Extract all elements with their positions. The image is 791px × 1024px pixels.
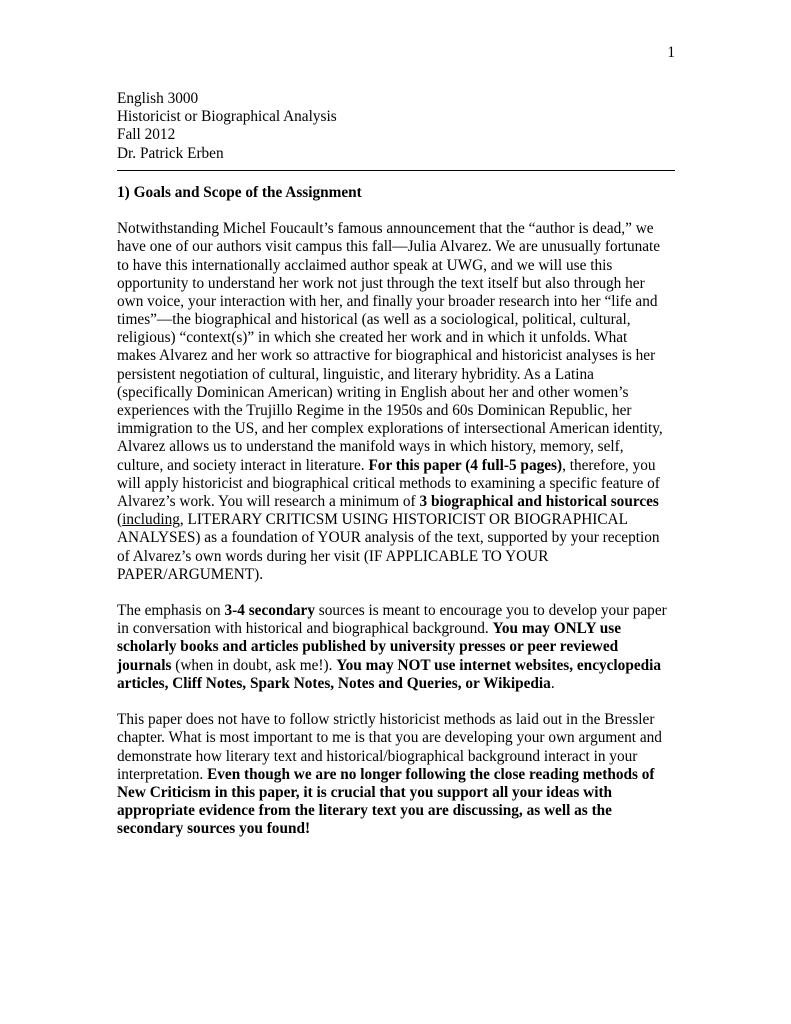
paragraph-line bbox=[117, 257, 675, 275]
bold-text: You may NOT use internet websites, encyclopedia bbox=[336, 656, 662, 674]
paragraph-line bbox=[117, 657, 675, 675]
paragraph-line bbox=[117, 529, 675, 547]
paragraph-line bbox=[117, 366, 675, 384]
paragraph-spacer bbox=[117, 584, 675, 602]
text-run: will apply historicist and biographical critical methods to examining a specific feature of bbox=[117, 474, 660, 492]
text-run: (when in doubt, ask me!). bbox=[171, 656, 337, 674]
bold-text: New Criticism in this paper, it is crucial that you support all your ideas with bbox=[117, 783, 613, 801]
text-run: Alvarez’s work. You will research a minimum of bbox=[117, 492, 420, 510]
paragraph-line bbox=[117, 566, 675, 584]
paragraph bbox=[117, 220, 675, 584]
paragraph-line bbox=[117, 784, 675, 802]
bold-text: appropriate evidence from the literary text you are discussing, as well as the bbox=[117, 802, 612, 820]
bold-text: journals bbox=[117, 656, 172, 674]
text-run: sources is meant to encourage you to develop your paper bbox=[314, 602, 667, 620]
paragraph-line bbox=[117, 220, 675, 238]
document-body bbox=[117, 90, 675, 839]
term: Fall 2012 bbox=[117, 126, 176, 144]
text-run: Alvarez allows us to understand the manifold ways in which history, memory, self, bbox=[117, 438, 624, 456]
text-run: This paper does not have to follow strictly historicist methods as laid out in the Bressler bbox=[117, 711, 655, 729]
paragraph-line bbox=[117, 275, 675, 293]
bold-text: 3-4 secondary bbox=[224, 602, 315, 620]
paragraph-line bbox=[117, 766, 675, 784]
bold-text: 3 biographical and historical sources bbox=[419, 492, 659, 510]
bold-text: secondary sources you found! bbox=[117, 820, 311, 838]
text-run: culture, and society interact in literature. bbox=[117, 456, 369, 474]
text-run: (specifically Dominican American) writing in English about her and other women’s bbox=[117, 383, 629, 401]
paragraph-line bbox=[117, 620, 675, 638]
instructor-name: Dr. Patrick Erben bbox=[117, 144, 224, 162]
paragraph-line bbox=[117, 602, 675, 620]
paragraph bbox=[117, 602, 675, 693]
paragraph-line bbox=[117, 329, 675, 347]
text-run: . bbox=[550, 674, 555, 692]
text-run: persistent negotiation of cultural, linguistic, and literary hybridity. As a Latina bbox=[117, 365, 594, 383]
paragraph-line bbox=[117, 238, 675, 256]
section-heading: 1) Goals and Scope of the Assignment bbox=[117, 183, 362, 201]
course-name: English 3000 bbox=[117, 90, 199, 107]
paragraphs-container bbox=[117, 220, 675, 838]
text-run: , therefore, you bbox=[562, 456, 656, 474]
paragraph-spacer bbox=[117, 693, 675, 711]
paragraph-line bbox=[117, 711, 675, 729]
paragraph-line bbox=[117, 293, 675, 311]
assignment-title: Historicist or Biographical Analysis bbox=[117, 108, 337, 126]
text-run: of Alvarez’s own words during her visit (IF APPLICABLE TO YOUR bbox=[117, 547, 549, 565]
text-run: religious) “context(s)” in which she created her work and in which it unfolds. What bbox=[117, 329, 628, 347]
text-run: makes Alvarez and her work so attractive for biographical and historicist analyses is her bbox=[117, 347, 656, 365]
text-run: ANALYSES) as a foundation of YOUR analysis of the text, supported by your reception bbox=[117, 529, 660, 547]
paragraph-line bbox=[117, 384, 675, 402]
paragraph-line bbox=[117, 493, 675, 511]
paragraph-line bbox=[117, 675, 675, 693]
text-run: times”—the biographical and historical (as well as a sociological, political, cultural, bbox=[117, 311, 631, 329]
paragraph-line bbox=[117, 402, 675, 420]
paragraph-line bbox=[117, 802, 675, 820]
paragraph-line bbox=[117, 638, 675, 656]
paragraph-line bbox=[117, 511, 675, 529]
text-run: to have this internationally acclaimed author speak at UWG, and we will use this bbox=[117, 256, 613, 274]
bold-text: You may ONLY use bbox=[492, 620, 622, 638]
page-number: 1 bbox=[667, 44, 675, 61]
bold-text: Even though we are no longer following the close reading methods of bbox=[207, 765, 655, 783]
paragraph-line bbox=[117, 457, 675, 475]
paragraph-line bbox=[117, 420, 675, 438]
paragraph-line bbox=[117, 820, 675, 838]
text-run: own voice, your interaction with her, and finally your broader research into her “life and bbox=[117, 292, 658, 310]
bold-text: For this paper (4 full-5 pages) bbox=[368, 456, 563, 474]
bold-text: scholarly books and articles published by university presses or peer reviewed bbox=[117, 638, 619, 656]
underlined-text: including bbox=[122, 511, 180, 529]
text-run: The emphasis on bbox=[117, 602, 225, 620]
text-run: chapter. What is most important to me is that you are developing your own argument and bbox=[117, 729, 662, 747]
bold-text: articles, Cliff Notes, Spark Notes, Notes and Queries, or Wikipedia bbox=[117, 674, 551, 692]
text-run: demonstrate how literary text and historical/biographical background interact in your bbox=[117, 747, 638, 765]
text-run: experiences with the Trujillo Regime in the 1950s and 60s Dominican Republic, her bbox=[117, 402, 632, 419]
paragraph-line bbox=[117, 475, 675, 493]
text-run: ( bbox=[117, 511, 123, 529]
text-run: , LITERARY CRITICSM USING HISTORICIST OR BIOGRAPHICAL bbox=[179, 511, 628, 529]
text-run: opportunity to understand her work not just through the text itself but also through her bbox=[117, 274, 645, 292]
text-run: Notwithstanding Michel Foucault’s famous announcement that the “author is dead,” we bbox=[117, 220, 654, 238]
text-run: in conversation with historical and biographical background. bbox=[117, 620, 493, 638]
text-run: interpretation. bbox=[117, 765, 208, 783]
paragraph-line bbox=[117, 748, 675, 766]
paragraph-line bbox=[117, 311, 675, 329]
paragraph bbox=[117, 711, 675, 838]
text-run: PAPER/ARGUMENT). bbox=[117, 565, 264, 583]
text-run: immigration to the US, and her complex explorations of intersectional American identity, bbox=[117, 420, 663, 438]
paragraph-line bbox=[117, 438, 675, 456]
paragraph-line bbox=[117, 729, 675, 747]
paragraph-line bbox=[117, 347, 675, 365]
text-run: have one of our authors visit campus this fall—Julia Alvarez. We are unusually fortunate bbox=[117, 238, 661, 256]
paragraph-line bbox=[117, 548, 675, 566]
